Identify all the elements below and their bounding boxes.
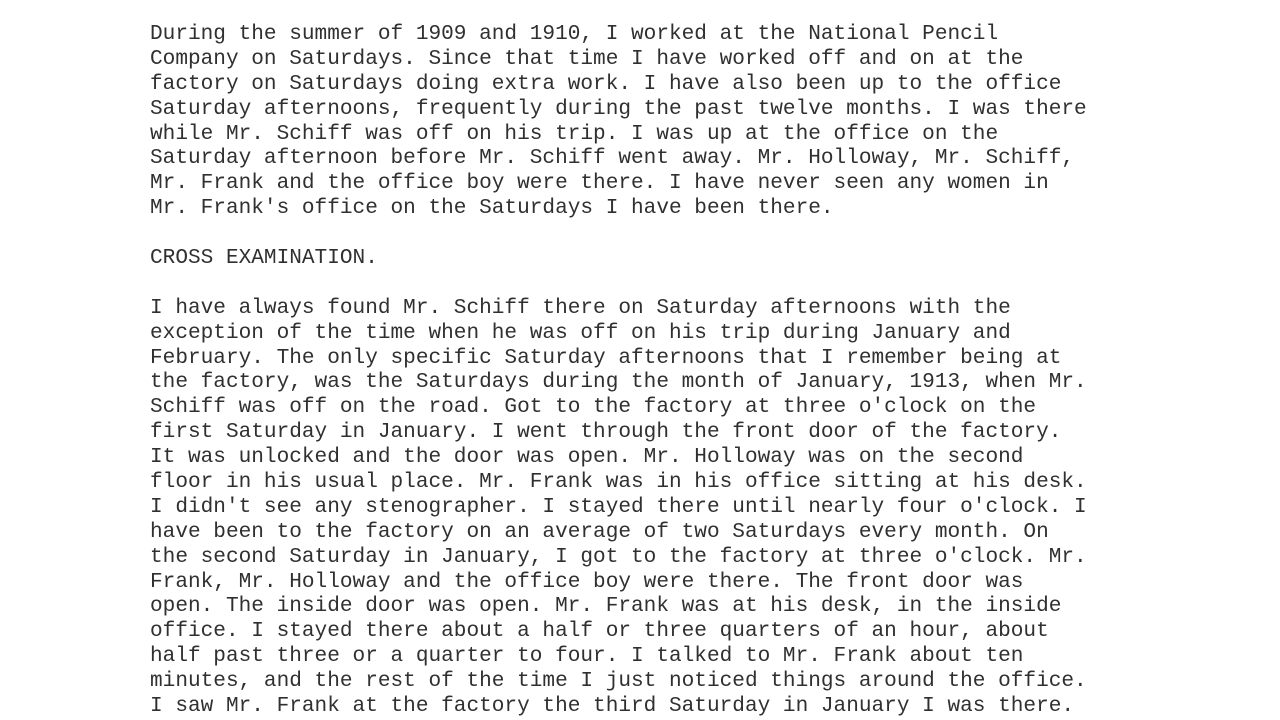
text-line: Mr. Frank's office on the Saturdays I have been there. bbox=[150, 196, 834, 221]
text-line: have been to the factory on an average of two Saturdays every month. On bbox=[150, 519, 1049, 544]
text-line: open. The inside door was open. Mr. Frank was at his desk, in the inside bbox=[150, 594, 1062, 619]
text-line: Schiff was off on the road. Got to the factory at three o'clock on the bbox=[150, 395, 1037, 420]
paragraph-cross-examination bbox=[150, 296, 1150, 719]
text-line: I didn't see any stenographer. I stayed there until nearly four o'clock. I bbox=[150, 494, 1087, 519]
text-line: Company on Saturdays. Since that time I have worked off and on at the bbox=[150, 46, 1024, 71]
paragraph-testimony bbox=[150, 22, 1150, 221]
paragraph-spacer bbox=[150, 271, 1150, 296]
text-line: first Saturday in January. I went through the front door of the factory. bbox=[150, 420, 1062, 445]
text-line: the factory, was the Saturdays during the month of January, 1913, when Mr. bbox=[150, 370, 1087, 395]
text-line: minutes, and the rest of the time I just noticed things around the office. bbox=[150, 669, 1087, 694]
text-line: Mr. Frank and the office boy were there. I have never seen any women in bbox=[150, 171, 1049, 196]
text-line: floor in his usual place. Mr. Frank was in his office sitting at his desk. bbox=[150, 470, 1087, 495]
text-line: Saturday afternoon before Mr. Schiff went away. Mr. Holloway, Mr. Schiff, bbox=[150, 146, 1075, 171]
text-line: half past three or a quarter to four. I talked to Mr. Frank about ten bbox=[150, 644, 1024, 669]
text-line: February. The only specific Saturday afternoons that I remember being at bbox=[150, 345, 1062, 370]
text-line: office. I stayed there about a half or three quarters of an hour, about bbox=[150, 619, 1049, 644]
text-line: factory on Saturdays doing extra work. I have also been up to the office bbox=[150, 71, 1062, 96]
text-line: It was unlocked and the door was open. Mr. Holloway was on the second bbox=[150, 445, 1024, 470]
text-line: During the summer of 1909 and 1910, I worked at the National Pencil bbox=[150, 22, 999, 46]
text-line: Frank, Mr. Holloway and the office boy were there. The front door was bbox=[150, 569, 1024, 594]
text-line: I saw Mr. Frank at the factory the third Saturday in January I was there. bbox=[150, 694, 1075, 719]
document-body bbox=[150, 22, 1150, 719]
text-line: I have always found Mr. Schiff there on Saturday afternoons with the bbox=[150, 295, 1011, 320]
text-line: the second Saturday in January, I got to the factory at three o'clock. Mr. bbox=[150, 544, 1087, 569]
text-line: while Mr. Schiff was off on his trip. I was up at the office on the bbox=[150, 121, 999, 146]
section-heading: CROSS EXAMINATION. bbox=[150, 246, 378, 271]
text-line: Saturday afternoons, frequently during the past twelve months. I was there bbox=[150, 96, 1087, 121]
paragraph-spacer bbox=[150, 221, 1150, 246]
text-line: exception of the time when he was off on his trip during January and bbox=[150, 320, 1011, 345]
